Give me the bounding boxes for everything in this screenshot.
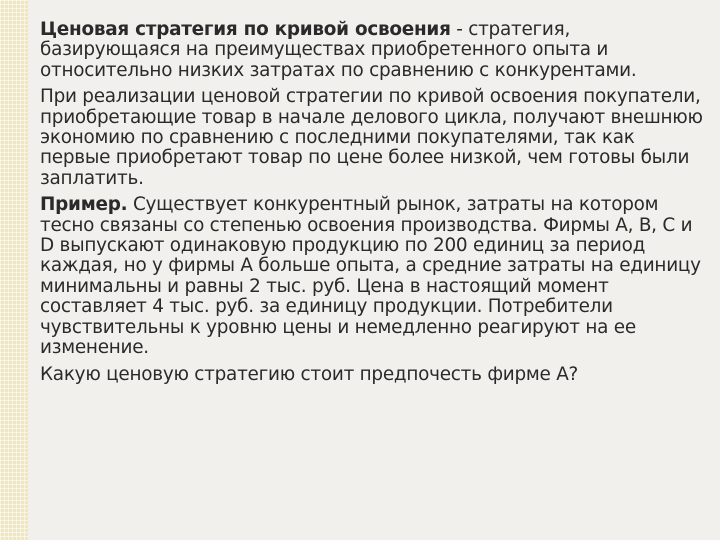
example-paragraph [40,195,710,358]
decorative-side-pattern [0,0,28,540]
slide-content [40,20,710,391]
example-label: Пример. [40,194,128,216]
explanation-paragraph: При реализации ценовой стратегии по кривой освоения покупатели, приобретающие товар в начале делового цикла, получают внешнюю экономию по сравнению с последними покупателями, так как первые приобретают товар по цене более низкой, чем готовы были заплатить. [40,86,703,189]
definition-paragraph [40,20,710,81]
question-paragraph: Какую ценовую стратегию стоит предпочесть фирме А? [40,363,579,385]
example-text: Существует конкурентный рынок, затраты на котором тесно связаны со степенью освоения производства. Фирмы А, В, С и D выпускают одинаковую продукцию по 200 единиц за период каждая, но у фирмы А больше опыта, а средние затраты на единицу минимальны и равны 2 тыс. руб. Цена в настоящий момент составляет 4 тыс. руб. за единицу продукции. Потребители чувствительны к уровню цены и немедленно реагируют на ее изменение. [40,194,701,359]
definition-term: Ценовая стратегия по кривой освоения [40,19,451,40]
definition-text: - стратегия, базирующаяся на преимуществах приобретенного опыта и относительно низких затратах по сравнению с конкурентами. [40,19,637,81]
